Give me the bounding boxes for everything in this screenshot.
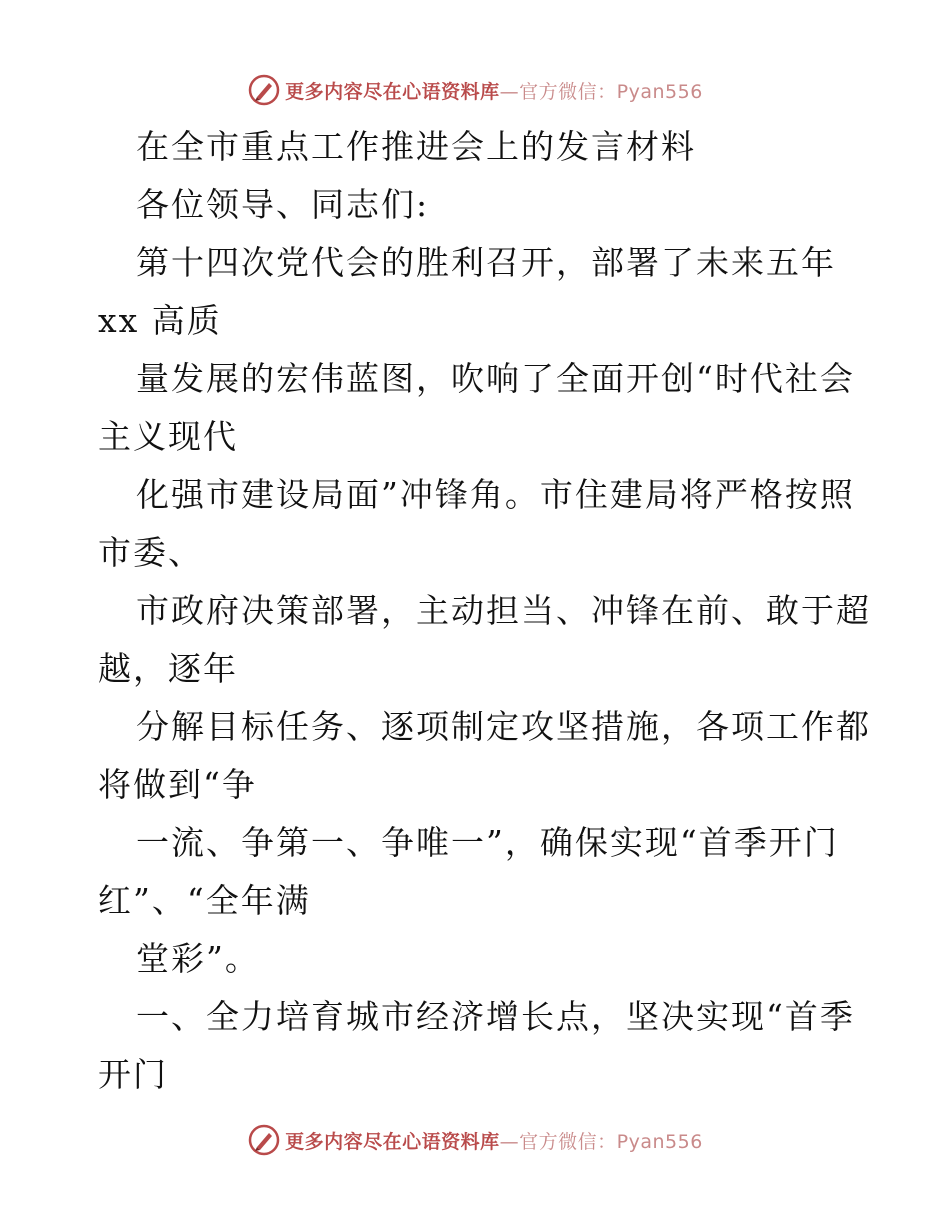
pen-logo-icon: [247, 73, 281, 107]
document-line: 市委、: [98, 533, 203, 572]
document-line: 开门: [98, 1055, 168, 1094]
document-line: 第十四次党代会的胜利召开，部署了未来五年: [136, 243, 836, 282]
document-line: 市政府决策部署，主动担当、冲锋在前、敢于超: [136, 591, 871, 630]
watermark-separator: —: [499, 1130, 520, 1153]
document-line: 一、全力培育城市经济增长点，坚决实现“首季: [136, 997, 855, 1036]
document-line: 将做到“争: [98, 765, 257, 804]
document-line: 越，逐年: [98, 649, 238, 688]
watermark-brand: 更多内容尽在心语资料库: [285, 80, 500, 103]
header-watermark: [0, 70, 950, 110]
document-line: xx 高质: [98, 301, 222, 340]
document-line: 堂彩”。: [136, 939, 260, 978]
watermark-suffix: 官方微信：Pyan556: [519, 1130, 703, 1153]
watermark-separator: —: [499, 80, 520, 103]
document-line: 量发展的宏伟蓝图，吹响了全面开创“时代社会: [136, 359, 855, 398]
document-line: 分解目标任务、逐项制定攻坚措施，各项工作都: [136, 707, 871, 746]
pen-logo-icon: [247, 1123, 281, 1157]
watermark-text: [285, 77, 703, 104]
document-line: 红”、“全年满: [98, 881, 311, 920]
document-line: 各位领导、同志们:: [136, 185, 430, 224]
document-line: 一流、争第一、争唯一”，确保实现“首季开门: [136, 823, 839, 862]
document-line: 在全市重点工作推进会上的发言材料: [136, 127, 696, 166]
document-line: 化强市建设局面”冲锋角。市住建局将严格按照: [136, 475, 855, 514]
watermark-text: [285, 1127, 703, 1154]
watermark-suffix: 官方微信：Pyan556: [519, 80, 703, 103]
document-line: 主义现代: [98, 417, 238, 456]
watermark-brand: 更多内容尽在心语资料库: [285, 1130, 500, 1153]
footer-watermark: [0, 1120, 950, 1160]
